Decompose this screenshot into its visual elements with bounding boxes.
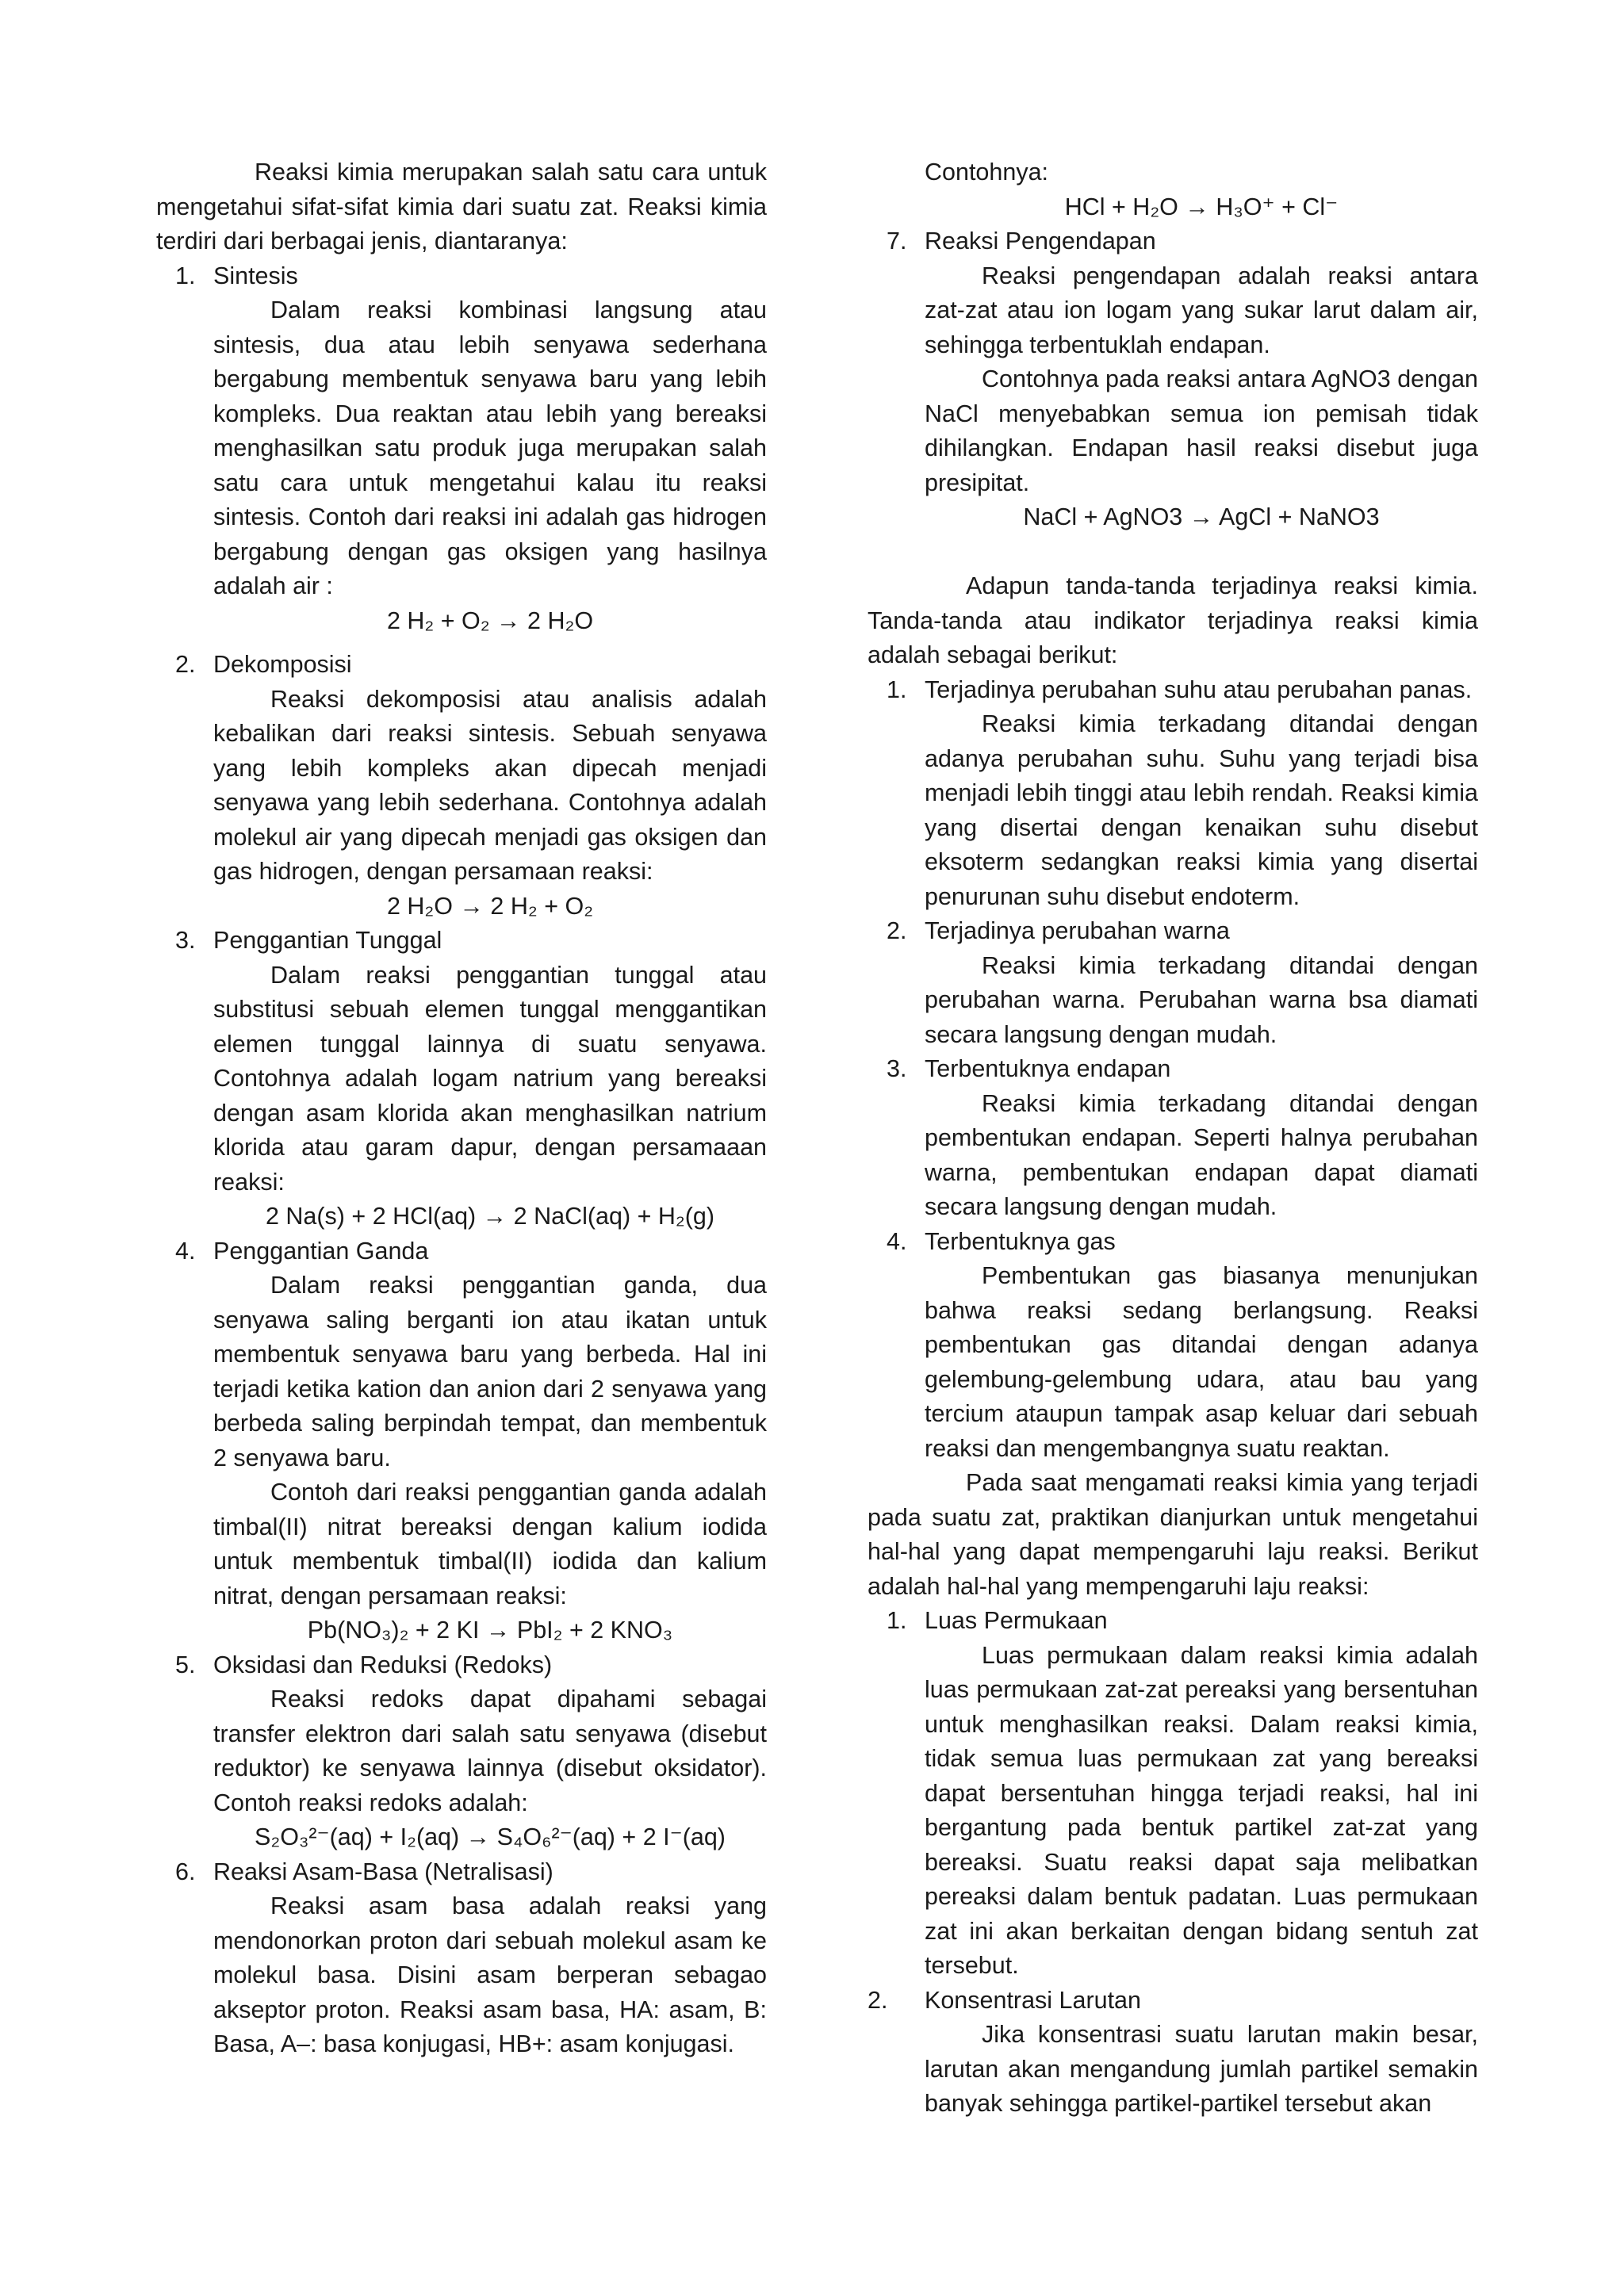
- item-body: Reaksi asam basa adalah reaksi yang mendonorkan proton dari sebuah molekul asam ke molekul basa. Disini asam berperan sebagao akseptor proton. Reaksi asam basa, HA: asam, B: Basa, A–: basa konjugasi, HB+: asam konjugasi.: [213, 1892, 767, 2057]
- example-label: Contohnya:: [925, 159, 1048, 186]
- item-number: 7.: [887, 228, 907, 254]
- list-item-pengendapan: [868, 224, 1478, 535]
- item-title: Penggantian Tunggal: [213, 927, 442, 954]
- sign-item-gas: [868, 1225, 1478, 1467]
- item-body: Reaksi kimia terkadang ditandai dengan pembentukan endapan. Seperti halnya perubahan warna, pembentukan endapan dapat diamati secara langsung dengan mudah.: [925, 1089, 1478, 1220]
- item-number: 1.: [175, 262, 196, 289]
- item-title: Terbentuknya endapan: [925, 1055, 1171, 1082]
- item-title: Oksidasi dan Reduksi (Redoks): [213, 1651, 553, 1678]
- item-number: 4.: [887, 1227, 907, 1255]
- item-body: Jika konsentrasi suatu larutan makin besar, larutan akan mengandung jumlah partikel semakin banyak sehingga partikel-partikel tersebut akan: [925, 2021, 1478, 2117]
- equation: Pb(NO₃)₂ + 2 KI → PbI₂ + 2 KNO₃: [307, 1617, 673, 1644]
- item-number: 2.: [887, 917, 907, 944]
- equation: 2 H₂O → 2 H₂ + O₂: [386, 892, 594, 920]
- equation: NaCl + AgNO3 → AgCl + NaNO3: [1023, 503, 1380, 530]
- item-body: Dalam reaksi kombinasi langsung atau sintesis, dua atau lebih senyawa sederhana bergabung membentuk senyawa baru yang lebih kompleks. Dua reaktan atau lebih yang bereaksi menghasilkan satu produk juga merupakan salah satu cara untuk mengetahui kalau itu reaksi sintesis. Contoh dari reaksi ini adalah gas hidrogen bergabung dengan gas oksigen yang hasilnya adalah air :: [213, 297, 767, 599]
- intro-paragraph: Reaksi kimia merupakan salah satu cara untuk mengetahui sifat-sifat kimia dari suatu zat. Reaksi kimia terdiri dari berbagai jenis, diantaranya:: [156, 159, 767, 254]
- item-title: Terjadinya perubahan warna: [925, 917, 1230, 944]
- sign-item-endapan: [868, 1052, 1478, 1225]
- item-number: 2.: [175, 651, 196, 678]
- item-title: Sintesis: [213, 262, 298, 289]
- list-item-asam-basa: [156, 1855, 767, 2062]
- list-item-penggantian-ganda: [156, 1234, 767, 1648]
- equation: HCl + H₂O → H₃O⁺ + Cl⁻: [1064, 193, 1339, 220]
- item-body: Dalam reaksi penggantian tunggal atau substitusi sebuah elemen tunggal menggantikan elemen tunggal lainnya di suatu senyawa. Contohnya adalah logam natrium yang bereaksi dengan asam klorida akan menghasilkan natrium klorida atau garam dapur, dengan persamaaan reaksi:: [213, 961, 767, 1196]
- item-body: Reaksi pengendapan adalah reaksi antara zat-zat atau ion logam yang sukar larut dalam air, sehingga terbentuklah endapan.: [925, 262, 1478, 358]
- item-number: 5.: [175, 1651, 196, 1678]
- item-body: Pembentukan gas biasanya menunjukan bahwa reaksi sedang berlangsung. Reaksi pembentukan gas ditandai dengan adanya gelembung-gelembung udara, atau bau yang tercium ataupun tampak asap keluar dari sebuah reaksi dan mengembangnya suatu reaktan.: [925, 1262, 1478, 1462]
- factor-item-konsentrasi: [868, 1984, 1478, 2122]
- item-number: 1.: [887, 1607, 907, 1634]
- equation: S₂O₃²⁻(aq) + I₂(aq) → S₄O₆²⁻(aq) + 2 I⁻(aq): [255, 1823, 726, 1850]
- item-title: Reaksi Asam-Basa (Netralisasi): [213, 1858, 553, 1885]
- sign-item-suhu: [868, 673, 1478, 915]
- item-body: Dalam reaksi penggantian ganda, dua senyawa saling berganti ion atau ikatan untuk membentuk senyawa baru yang berbeda. Hal ini terjadi ketika kation dan anion dari 2 senyawa yang berbeda saling berpindah tempat, dan membentuk 2 senyawa baru.: [213, 1272, 767, 1471]
- item-number: 4.: [175, 1237, 196, 1265]
- spacer: [868, 535, 1478, 570]
- item-title: Penggantian Ganda: [213, 1237, 429, 1265]
- item-body: Reaksi kimia terkadang ditandai dengan adanya perubahan suhu. Suhu yang terjadi bisa menjadi lebih tinggi atau lebih rendah. Reaksi kimia yang disertai dengan kenaikan suhu disebut eksoterm sedangkan reaksi kimia yang disertai penurunan suhu disebut endoterm.: [925, 710, 1478, 910]
- list-item-sintesis: [156, 259, 767, 639]
- item-body: Reaksi dekomposisi atau analisis adalah kebalikan dari reaksi sintesis. Sebuah senyawa yang lebih kompleks akan dipecah menjadi senyawa yang lebih sederhana. Contohnya adalah molekul air yang dipecah menjadi gas oksigen dan gas hidrogen, dengan persamaan reaksi:: [213, 685, 767, 885]
- signs-intro: Adapun tanda-tanda terjadinya reaksi kimia. Tanda-tanda atau indikator terjadinya reaksi kimia adalah sebagai berikut:: [868, 572, 1478, 668]
- item-body-2: Contoh dari reaksi penggantian ganda adalah timbal(II) nitrat bereaksi dengan kalium iodida untuk membentuk timbal(II) iodida dan kalium nitrat, dengan persamaan reaksi:: [213, 1479, 767, 1609]
- item-body: Reaksi kimia terkadang ditandai dengan perubahan warna. Perubahan warna bsa diamati secara langsung dengan mudah.: [925, 951, 1478, 1048]
- item-body-2: Contohnya pada reaksi antara AgNO3 dengan NaCl menyebabkan semua ion pemisah tidak dihilangkan. Endapan hasil reaksi disebut juga presipitat.: [925, 365, 1478, 496]
- right-column: [868, 155, 1478, 2122]
- item-title: Terjadinya perubahan suhu atau perubahan panas.: [925, 675, 1473, 703]
- item-title: Terbentuknya gas: [925, 1227, 1116, 1255]
- item-number: 3.: [887, 1055, 907, 1082]
- item-6-continued: [868, 155, 1478, 224]
- item-number: 3.: [175, 927, 196, 954]
- rate-intro: Pada saat mengamati reaksi kimia yang terjadi pada suatu zat, praktikan dianjurkan untuk mengetahui hal-hal yang dapat mempengaruhi laju reaksi. Berikut adalah hal-hal yang mempengaruhi laju reaksi:: [868, 1469, 1478, 1600]
- item-number: 1.: [887, 675, 907, 703]
- item-number: 2.: [868, 1986, 888, 2014]
- equation: 2 Na(s) + 2 HCl(aq) → 2 NaCl(aq) + H₂(g): [265, 1203, 715, 1230]
- left-column: [156, 155, 767, 2062]
- item-title: Dekomposisi: [213, 651, 352, 678]
- item-title: Reaksi Pengendapan: [925, 228, 1156, 254]
- item-body: Luas permukaan dalam reaksi kimia adalah luas permukaan zat-zat pereaksi yang bersentuhan untuk menghasilkan reaksi. Dalam reaksi kimia, tidak semua luas permukaan zat yang bereaksi dapat bersentuhan hingga terjadi reaksi, hal ini bergantung pada bentuk partikel zat-zat yang bereaksi. Suatu reaksi dapat saja melibatkan pereaksi dalam bentuk padatan. Luas permukaan zat ini akan berkaitan dengan bidang sentuh zat tersebut.: [925, 1641, 1478, 1979]
- factor-item-luas-permukaan: [868, 1604, 1478, 1984]
- sign-item-warna: [868, 914, 1478, 1052]
- list-item-dekomposisi: [156, 648, 767, 924]
- list-item-penggantian-tunggal: [156, 924, 767, 1234]
- item-body: Reaksi redoks dapat dipahami sebagai transfer elektron dari salah satu senyawa (disebut reduktor) ke senyawa lainnya (disebut oksidator). Contoh reaksi redoks adalah:: [213, 1686, 767, 1816]
- equation: 2 H₂ + O₂ → 2 H₂O: [386, 607, 594, 634]
- item-title: Konsentrasi Larutan: [925, 1986, 1141, 2014]
- item-number: 6.: [175, 1858, 196, 1885]
- item-title: Luas Permukaan: [925, 1607, 1108, 1634]
- list-item-redoks: [156, 1648, 767, 1855]
